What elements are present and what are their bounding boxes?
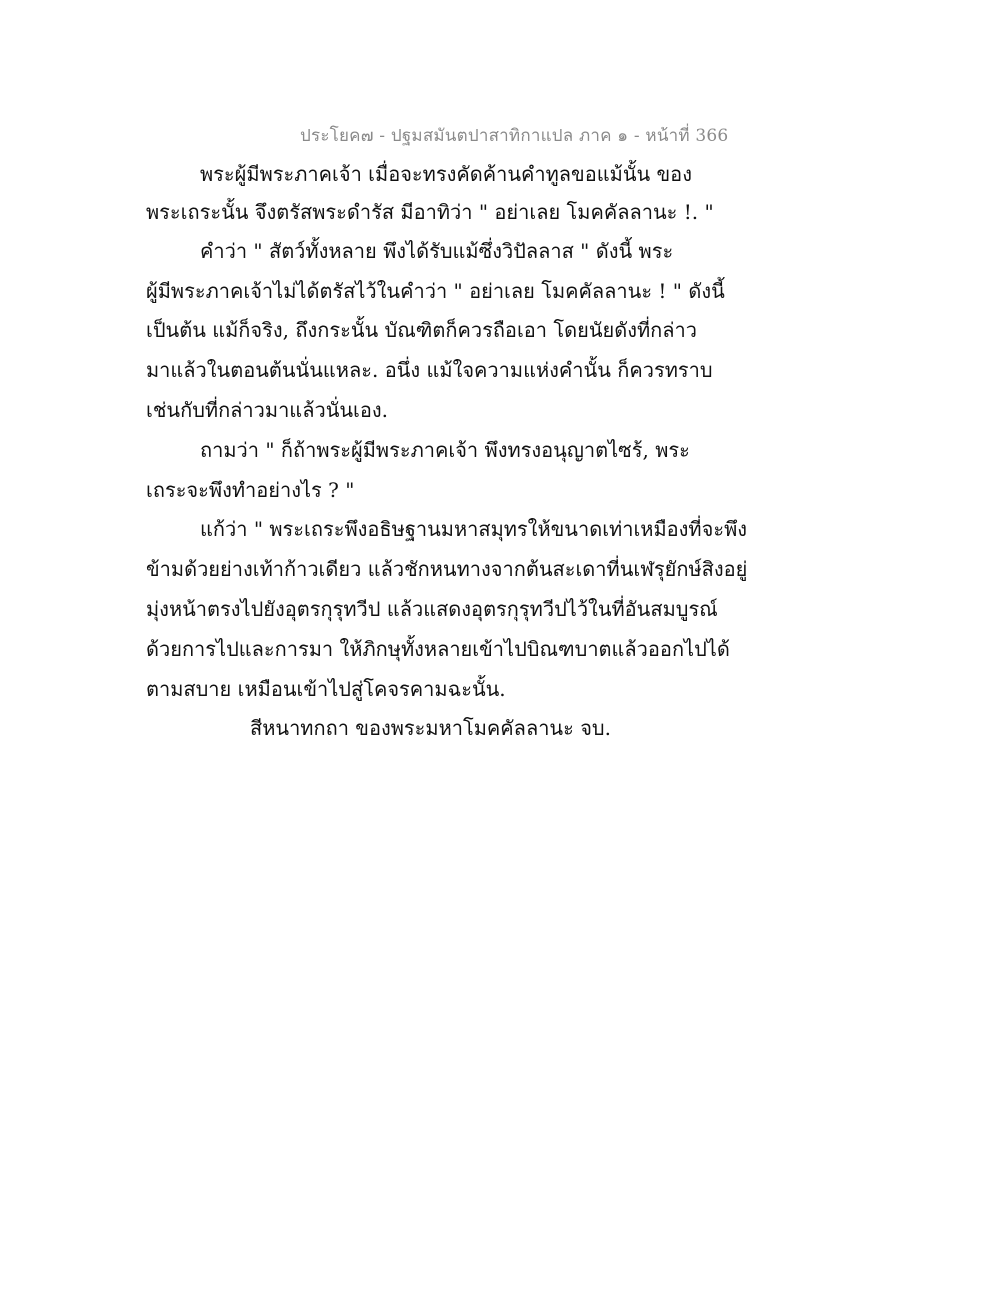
text-line: เป็นต้น แม้ก็จริง, ถึงกระนั้น บัณฑิตก็ควรถือเอา โดยนัยดังที่กล่าว — [146, 318, 697, 342]
text-line: ผู้มีพระภาคเจ้าไม่ได้ตรัสไว้ในคำว่า " อย่าเลย โมคคัลลานะ ! " ดังนี้ — [146, 279, 725, 303]
text-line: ถามว่า " ก็ถ้าพระผู้มีพระภาคเจ้า พึงทรงอนุญาตไซร้, พระ — [200, 438, 690, 462]
text-line: มุ่งหน้าตรงไปยังอุตรกุรุทวีป แล้วแสดงอุตรกุรุทวีปไว้ในที่อันสมบูรณ์ — [146, 597, 718, 621]
text-line: เถระจะพึงทำอย่างไร ? " — [146, 478, 355, 502]
text-line: แก้ว่า " พระเถระพึงอธิษฐานมหาสมุทรให้ขนาดเท่าเหมืองที่จะพึง — [200, 517, 748, 541]
text-line: คำว่า " สัตว์ทั้งหลาย พึงได้รับแม้ซึ่งวิปัลลาส " ดังนี้ พระ — [200, 239, 674, 263]
running-header: ประโยค๗ - ปฐมสมันตปาสาทิกาแปล ภาค ๑ - หน้าที่ 366 — [300, 126, 729, 146]
text-line: ข้ามด้วยย่างเท้าก้าวเดียว แล้วชักหนทางจากต้นสะเดาที่นเฬรุยักษ์สิงอยู่ — [146, 557, 748, 581]
text-line: มาแล้วในตอนต้นนั่นแหละ. อนึ่ง แม้ใจความแห่งคำนั้น ก็ควรทราบ — [146, 358, 713, 382]
text-line: พระผู้มีพระภาคเจ้า เมื่อจะทรงคัดค้านคำทูลขอแม้นั้น ของ — [200, 162, 692, 186]
text-line: พระเถระนั้น จึงตรัสพระดำรัส มีอาทิว่า " อย่าเลย โมคคัลลานะ !. " — [146, 200, 714, 224]
text-line: เช่นกับที่กล่าวมาแล้วนั่นเอง. — [146, 398, 389, 422]
text-line: ด้วยการไปและการมา ให้ภิกษุทั้งหลายเข้าไปบิณฑบาตแล้วออกไปได้ — [146, 637, 730, 661]
closing-line: สีหนาทกถา ของพระมหาโมคคัลลานะ จบ. — [250, 716, 611, 740]
text-line: ตามสบาย เหมือนเข้าไปสู่โคจรคามฉะนั้น. — [146, 677, 506, 701]
